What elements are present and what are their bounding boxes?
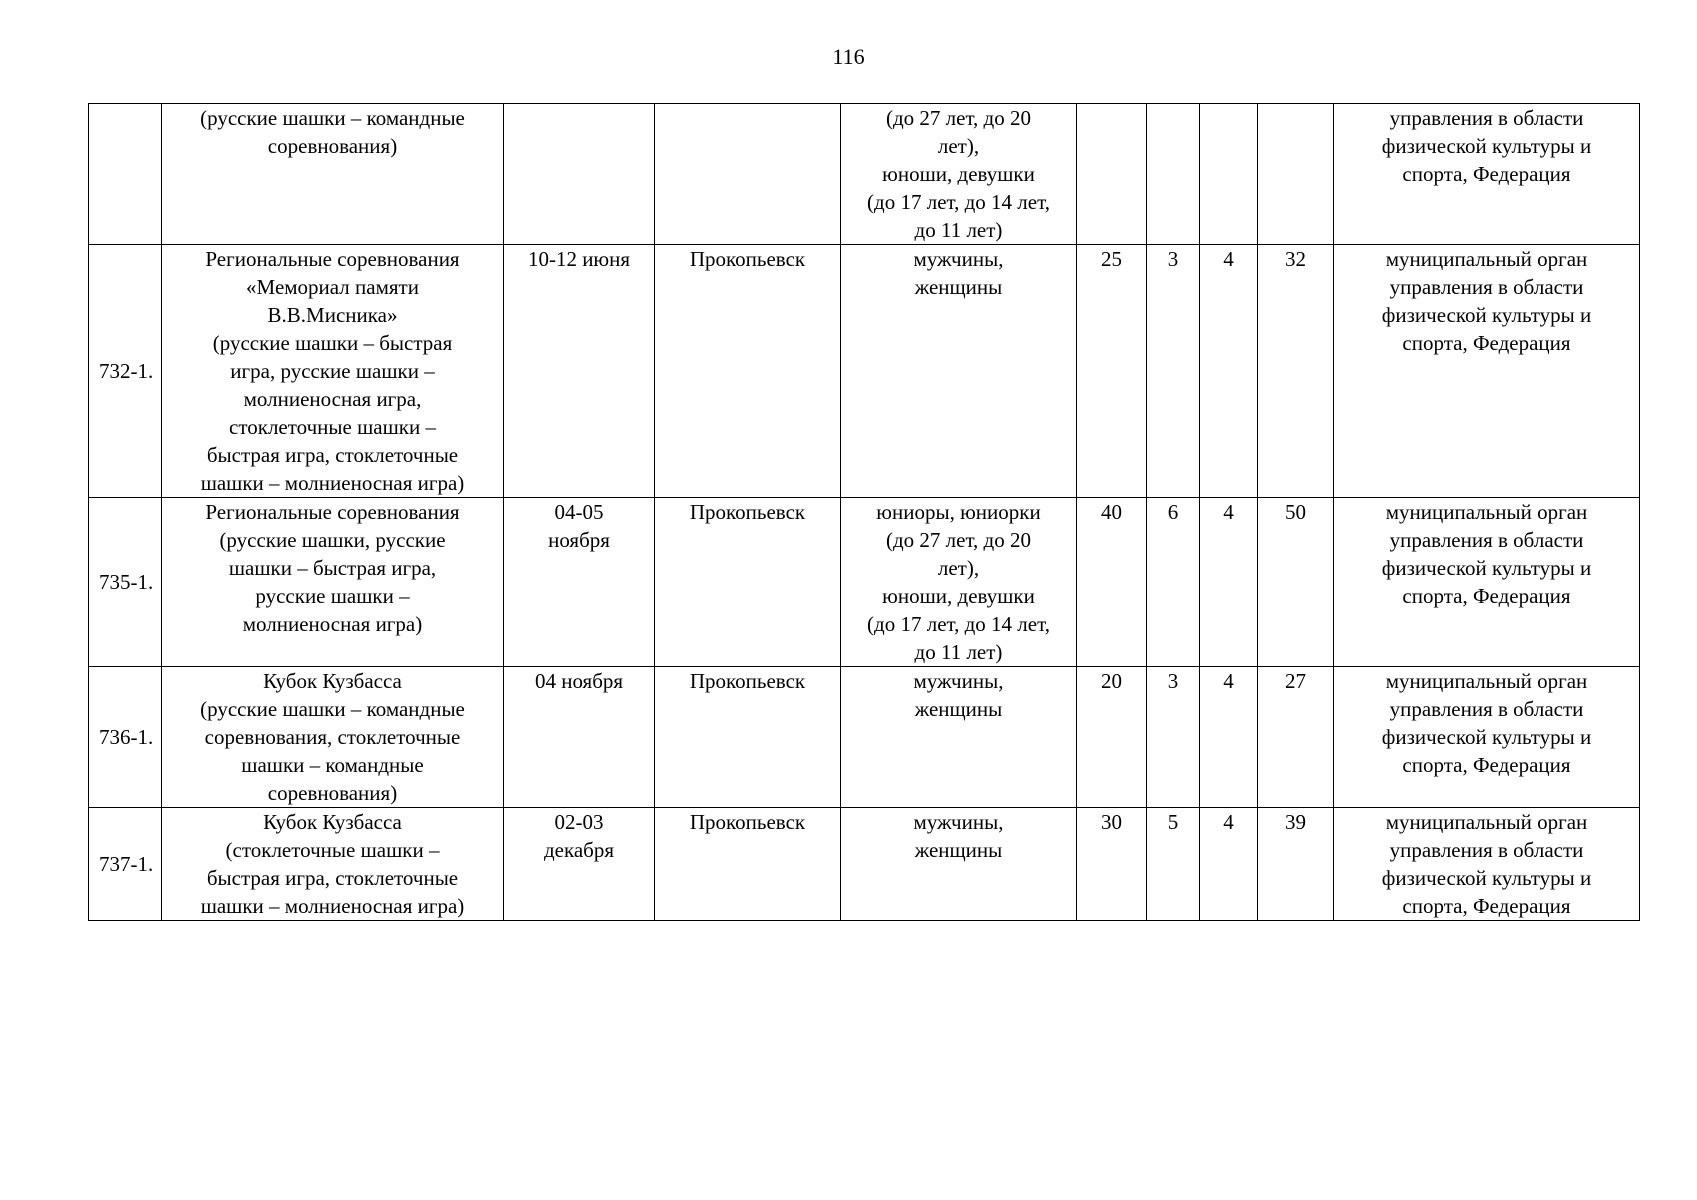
event-number: 736-1. bbox=[89, 667, 162, 808]
total-count: 39 bbox=[1258, 808, 1334, 921]
coaches-count bbox=[1147, 104, 1200, 245]
event-participants: юниоры, юниорки (до 27 лет, до 20 лет), юноши, девушки (до 17 лет, до 14 лет, до 11 лет) bbox=[841, 498, 1077, 667]
event-number: 732-1. bbox=[89, 245, 162, 498]
coaches-count: 6 bbox=[1147, 498, 1200, 667]
page-number: 116 bbox=[832, 44, 865, 69]
judges-count: 4 bbox=[1200, 498, 1258, 667]
event-place: Прокопьевск bbox=[655, 667, 841, 808]
event-number: 735-1. bbox=[89, 498, 162, 667]
event-number bbox=[89, 104, 162, 245]
athletes-count: 20 bbox=[1077, 667, 1147, 808]
event-organizer: муниципальный орган управления в области физической культуры и спорта, Федерация bbox=[1334, 498, 1640, 667]
event-dates bbox=[504, 104, 655, 245]
table-row bbox=[89, 667, 1640, 808]
athletes-count: 40 bbox=[1077, 498, 1147, 667]
event-name: Региональные соревнования «Мемориал памяти В.В.Мисника» (русские шашки – быстрая игра, русские шашки – молниеносная игра, стоклеточные шашки – быстрая игра, стоклеточные шашки – молниеносная игра) bbox=[162, 245, 504, 498]
event-dates: 04 ноября bbox=[504, 667, 655, 808]
event-place: Прокопьевск bbox=[655, 245, 841, 498]
events-table bbox=[88, 103, 1640, 921]
total-count: 50 bbox=[1258, 498, 1334, 667]
event-organizer: муниципальный орган управления в области физической культуры и спорта, Федерация bbox=[1334, 245, 1640, 498]
event-number: 737-1. bbox=[89, 808, 162, 921]
table-row bbox=[89, 245, 1640, 498]
event-name: Кубок Кузбасса (стоклеточные шашки – быстрая игра, стоклеточные шашки – молниеносная игра) bbox=[162, 808, 504, 921]
event-organizer: управления в области физической культуры и спорта, Федерация bbox=[1334, 104, 1640, 245]
event-organizer: муниципальный орган управления в области физической культуры и спорта, Федерация bbox=[1334, 667, 1640, 808]
judges-count: 4 bbox=[1200, 667, 1258, 808]
athletes-count: 25 bbox=[1077, 245, 1147, 498]
event-dates: 02-03 декабря bbox=[504, 808, 655, 921]
event-participants: мужчины, женщины bbox=[841, 808, 1077, 921]
event-place: Прокопьевск bbox=[655, 498, 841, 667]
event-participants: мужчины, женщины bbox=[841, 667, 1077, 808]
table-row bbox=[89, 498, 1640, 667]
judges-count: 4 bbox=[1200, 808, 1258, 921]
event-name: (русские шашки – командные соревнования) bbox=[162, 104, 504, 245]
total-count: 32 bbox=[1258, 245, 1334, 498]
coaches-count: 5 bbox=[1147, 808, 1200, 921]
event-dates: 04-05 ноября bbox=[504, 498, 655, 667]
table-row bbox=[89, 104, 1640, 245]
table-row bbox=[89, 808, 1640, 921]
event-name: Региональные соревнования (русские шашки, русские шашки – быстрая игра, русские шашки – молниеносная игра) bbox=[162, 498, 504, 667]
coaches-count: 3 bbox=[1147, 667, 1200, 808]
event-organizer: муниципальный орган управления в области физической культуры и спорта, Федерация bbox=[1334, 808, 1640, 921]
coaches-count: 3 bbox=[1147, 245, 1200, 498]
event-place bbox=[655, 104, 841, 245]
event-place: Прокопьевск bbox=[655, 808, 841, 921]
event-participants: (до 27 лет, до 20 лет), юноши, девушки (до 17 лет, до 14 лет, до 11 лет) bbox=[841, 104, 1077, 245]
event-participants: мужчины, женщины bbox=[841, 245, 1077, 498]
event-name: Кубок Кузбасса (русские шашки – командные соревнования, стоклеточные шашки – командные соревнования) bbox=[162, 667, 504, 808]
event-dates: 10-12 июня bbox=[504, 245, 655, 498]
total-count bbox=[1258, 104, 1334, 245]
judges-count: 4 bbox=[1200, 245, 1258, 498]
judges-count bbox=[1200, 104, 1258, 245]
athletes-count bbox=[1077, 104, 1147, 245]
total-count: 27 bbox=[1258, 667, 1334, 808]
athletes-count: 30 bbox=[1077, 808, 1147, 921]
